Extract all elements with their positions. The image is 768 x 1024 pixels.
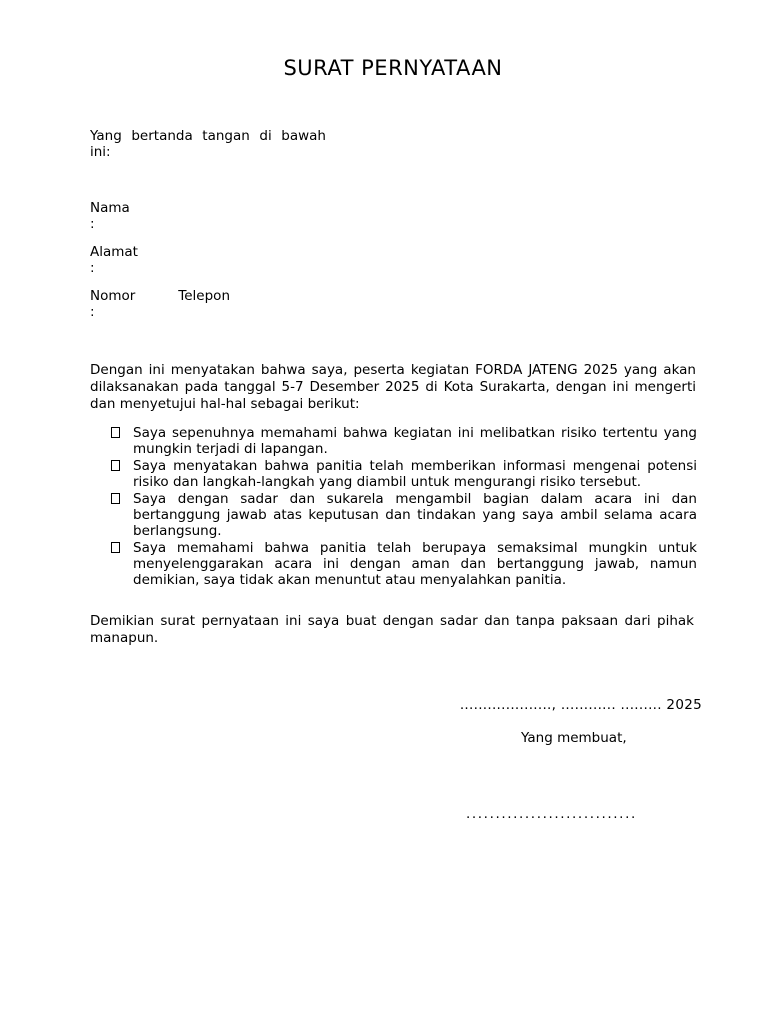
field-nomor-telepon-colon: :: [90, 304, 95, 320]
maker-label: Yang membuat,: [521, 730, 627, 746]
point-text: Saya menyatakan bahwa panitia telah memberikan informasi mengenai potensi risiko dan langkah-langkah yang diambil untuk mengurangi risiko tersebut.: [133, 458, 697, 490]
point-text: Saya sepenuhnya memahami bahwa kegiatan ini melibatkan risiko tertentu yang mungkin terjadi di lapangan.: [133, 425, 697, 457]
points-list: [110, 425, 697, 589]
intro-text: Yang bertanda tangan di bawah ini:: [90, 128, 326, 160]
date-line: ...................., ............ ......... 2025: [459, 697, 702, 713]
point-text: Saya memahami bahwa panitia telah berupaya semaksimal mungkin untuk menyelenggarakan acara ini dengan aman dan bertanggung jawab, namun demikian, saya tidak akan menuntut atau menyalahkan panitia.: [133, 540, 697, 588]
statement-paragraph: [90, 362, 696, 413]
field-alamat-label: Alamat: [90, 244, 138, 260]
list-item: [110, 425, 697, 457]
field-nama-label: Nama: [90, 200, 130, 216]
field-alamat-colon: :: [90, 260, 95, 276]
field-nomor-telepon-label: [90, 288, 230, 304]
statement-text: Dengan ini menyatakan bahwa saya, peserta kegiatan FORDA JATENG 2025 yang akan dilaksanakan pada tanggal 5-7 Desember 2025 di Kota Surakarta, dengan ini mengerti dan menyetujui hal-hal sebagai berikut:: [90, 362, 696, 412]
list-item: [110, 491, 697, 539]
bullet-box-icon: [111, 493, 120, 504]
field-nama: [90, 200, 130, 232]
document-title: SURAT PERNYATAAN: [283, 56, 503, 80]
list-item: [110, 540, 697, 588]
closing-paragraph: Demikian surat pernyataan ini saya buat dengan sadar dan tanpa paksaan dari pihak manapun.: [90, 613, 694, 646]
bullet-box-icon: [111, 427, 120, 438]
point-text: Saya dengan sadar dan sukarela mengambil bagian dalam acara ini dan bertanggung jawab atas keputusan dan tindakan yang saya ambil selama acara berlangsung.: [133, 491, 697, 539]
bullet-box-icon: [111, 542, 120, 553]
field-alamat: [90, 244, 138, 276]
signature-line: .............................: [466, 806, 637, 822]
field-nama-colon: :: [90, 216, 95, 232]
bullet-box-icon: [111, 460, 120, 471]
field-nomor-word: Nomor: [90, 288, 136, 304]
field-nomor-telepon: [90, 288, 230, 320]
field-telepon-word: Telepon: [178, 288, 230, 304]
list-item: [110, 458, 697, 490]
